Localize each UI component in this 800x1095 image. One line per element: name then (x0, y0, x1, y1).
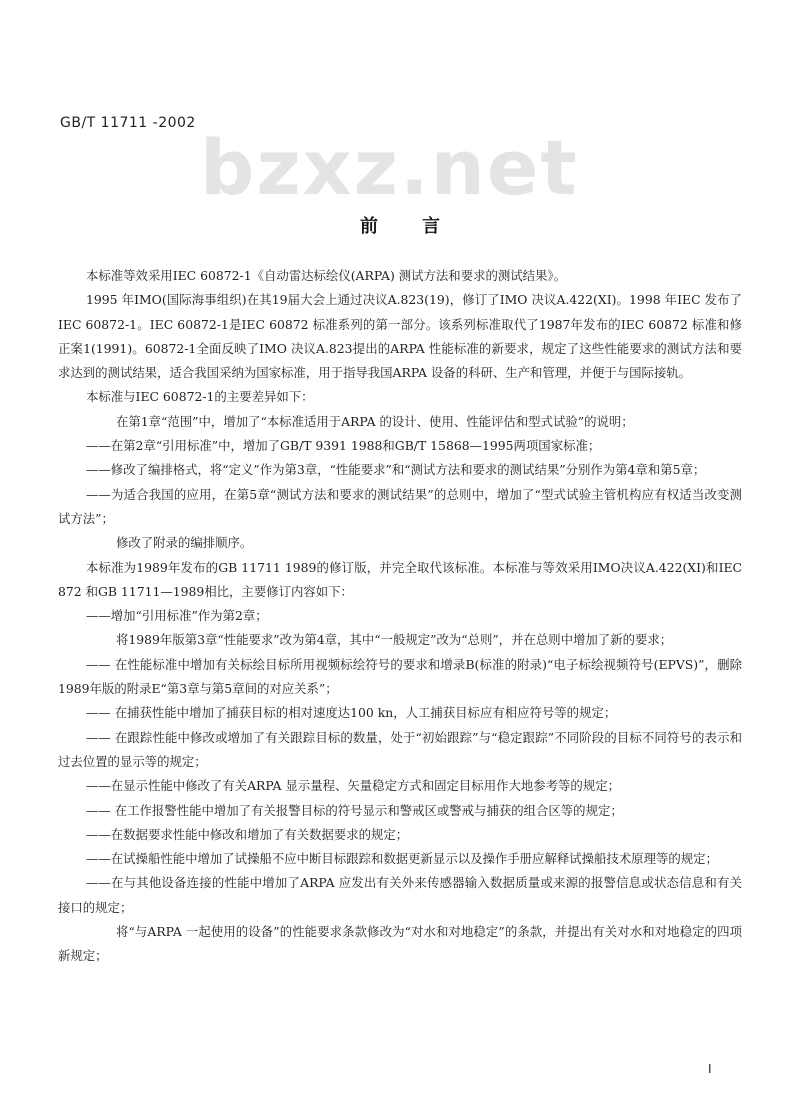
list-item: 将1989年版第3章“性能要求”改为第4章，其中“一般规定”改为“总则”，并在总则中增加了新的要求； (116, 632, 673, 648)
list-item: 修改了附录的编排顺序。 (116, 535, 253, 551)
page-number: I (708, 1062, 712, 1076)
paragraph: 本标准与IEC 60872-1的主要差异如下： (86, 389, 314, 405)
list-item: ——修改了编排格式，将“定义”作为第3章，“性能要求”和“测试方法和要求的测试结果”分别作为第4章和第5章； (86, 462, 706, 478)
list-item: 在第1章“范围”中，增加了“本标准适用于ARPA 的设计、使用、性能评估和型式试验”的说明； (116, 413, 634, 429)
standard-code: GB/T 11711 -2002 (60, 115, 196, 131)
list-item: ——在第2章“引用标准”中，增加了GB/T 9391 1988和GB/T 15868—1995两项国家标准； (86, 438, 601, 454)
list-item: 将“与ARPA 一起使用的设备”的性能要求条款修改为“对水和对地稳定”的条款，并提出有关对水和对地稳定的四项新规定； (58, 924, 742, 964)
list-item: ——在显示性能中修改了有关ARPA 显示量程、矢量稳定方式和固定目标用作大地参考等的规定； (86, 778, 620, 794)
list-item: ——在数据要求性能中修改和增加了有关数据要求的规定； (86, 826, 409, 842)
paragraph: 1995 年IMO(国际海事组织)在其19届大会上通过决议A.823(19)，修订了IMO 决议A.422(XI)。1998 年IEC 发布了IEC 60872-1。IEC 60872-1是IEC 60872 标准系列的第一部分。该系列标准取代了1987年发布的IEC 60872 标准和修正案1(1991)。60872-1全面反映了IMO 决议A.823提出的ARPA 性能标准的新要求，规定了这些性能要求的测试方法和要求达到的测试结果，适合我国采纳为国家标准，用于指导我国ARPA 设备的科研、生产和管理，并便于与国际接轨。 (58, 292, 742, 381)
document-body (58, 264, 742, 969)
list-item: —— 在跟踪性能中修改或增加了有关跟踪目标的数量，处于“初始跟踪”与“稳定跟踪”不同阶段的目标不同符号的表示和过去位置的显示等的规定； (58, 729, 742, 769)
list-item: —— 在工作报警性能中增加了有关报警目标的符号显示和警戒区或警戒与捕获的组合区等的规定； (86, 802, 623, 818)
list-item: ——为适合我国的应用，在第5章“测试方法和要求的测试结果”的总则中，增加了“型式试验主管机构应有权适当改变测试方法”； (58, 486, 742, 526)
list-item: —— 在捕获性能中增加了捕获目标的相对速度达100 kn，人工捕获目标应有相应符号等的规定； (86, 705, 617, 721)
page-title: 前言 (360, 216, 484, 237)
list-item: ——在与其他设备连接的性能中增加了ARPA 应发出有关外来传感器输入数据质量或来源的报警信息或状态信息和有关接口的规定； (58, 875, 742, 915)
paragraph: 本标准为1989年发布的GB 11711 1989的修订版，并完全取代该标准。本标准与等效采用IMO决议A.422(XI)和IEC 872 和GB 11711—1989相比，主要修订内容如下： (58, 559, 742, 599)
paragraph: 本标准等效采用IEC 60872-1《自动雷达标绘仪(ARPA) 测试方法和要求的测试结果》。 (86, 268, 567, 283)
list-item: —— 在性能标准中增加有关标绘目标所用视频标绘符号的要求和增录B(标准的附录)“电子标绘视频符号(EPVS)”，删除1989年版的附录E“第3章与第5章间的对应关系”； (58, 656, 742, 697)
list-item: ——在试操船性能中增加了试操船不应中断目标跟踪和数据更新显示以及操作手册应解释试操船技术原理等的规定； (86, 851, 718, 867)
list-item: ——增加“引用标准”作为第2章； (86, 608, 268, 624)
watermark: bzxz.net (200, 123, 579, 212)
